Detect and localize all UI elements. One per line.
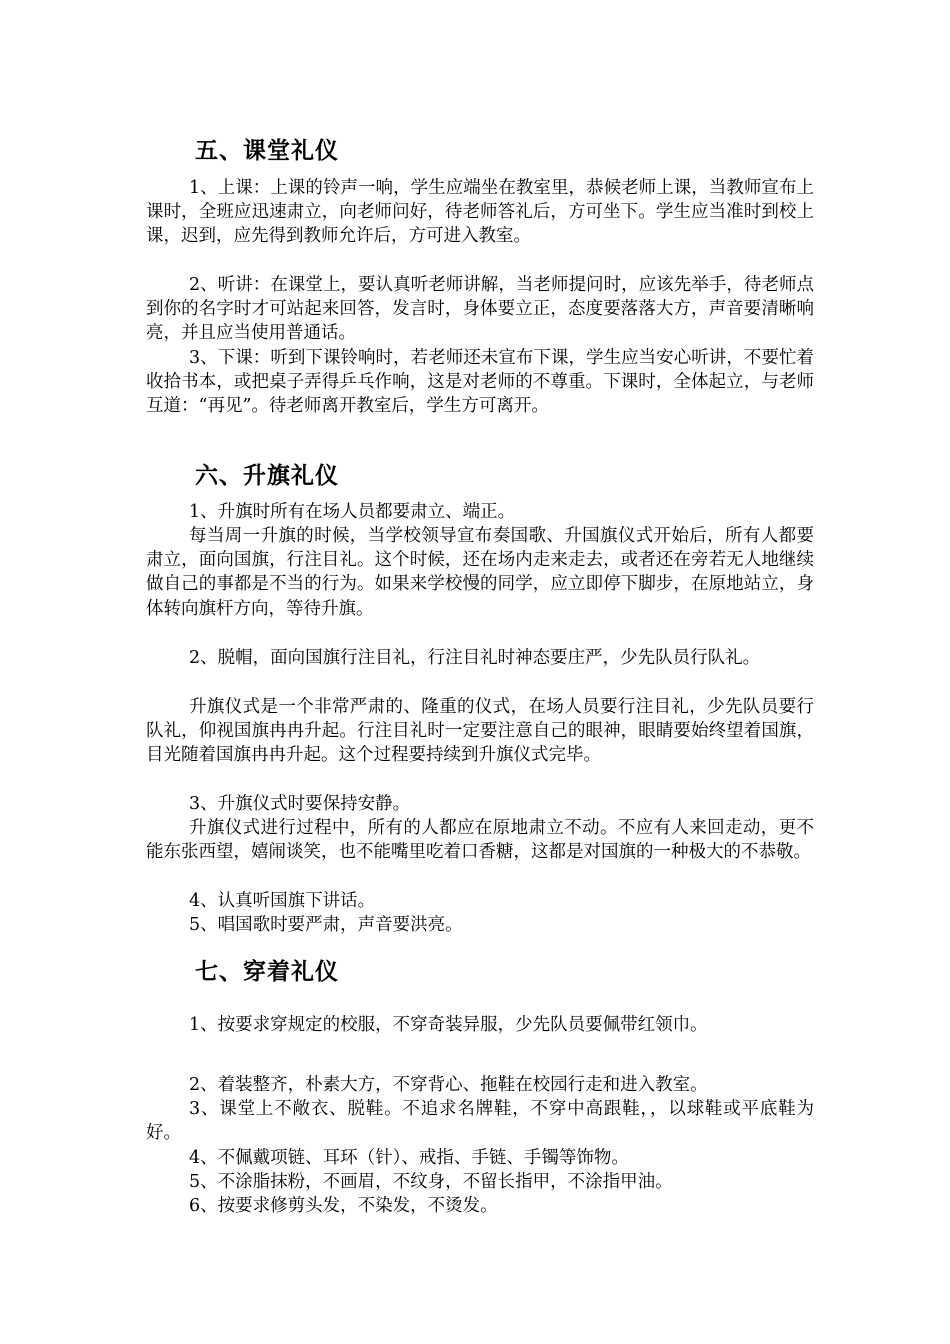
dress-paragraph-6: 6、按要求修剪头发，不染发，不烫发。: [189, 1196, 498, 1216]
dress-paragraph-2: 2、着装整齐，朴素大方，不穿背心、拖鞋在校园行走和进入教室。: [189, 1075, 708, 1095]
dress-paragraph-4: 4、不佩戴项链、耳环（针）、戒指、手链、手镯等饰物。: [189, 1148, 629, 1168]
flag-paragraph-2: 每当周一升旗的时候，当学校领导宣布奏国歌、升国旗仪式开始后，所有人都要肃立，面向国旗，行注目礼。这个时候，还在场内走来走去，或者还在旁若无人地继续做自己的事都是不当的行为。如果来学校慢的同学，应立即停下脚步，在原地站立，身体转向旗杆方向，等待升旗。: [146, 526, 814, 619]
flag-paragraph-1: 1、升旗时所有在场人员都要肃立、端正。: [189, 502, 516, 522]
section-heading-classroom: 五、课堂礼仪: [195, 138, 339, 164]
dress-paragraph-5: 5、不涂脂抹粉，不画眉，不纹身，不留长指甲，不涂指甲油。: [189, 1172, 673, 1192]
dress-paragraph-1: 1、按要求穿规定的校服，不穿奇装异服，少先队员要佩带红领巾。: [189, 1015, 708, 1035]
classroom-paragraph-2: 2、听讲：在课堂上，要认真听老师讲解，当老师提问时，应该先举手，待老师点到你的名字时才可站起来回答，发言时，身体要立正，态度要落落大方，声音要清晰响亮，并且应当使用普通话。: [146, 275, 814, 344]
flag-paragraph-7: 4、认真听国旗下讲话。: [189, 891, 376, 911]
flag-paragraph-5: 3、升旗仪式时要保持安静。: [189, 794, 411, 814]
classroom-paragraph-3: 3、下课：听到下课铃响时，若老师还未宣布下课，学生应当安心听讲，不要忙着收拾书本，或把桌子弄得乒乓作响，这是对老师的不尊重。下课时，全体起立，与老师互道：“再见”。待老师离开教室后，学生方可离开。: [146, 348, 814, 417]
flag-paragraph-4: 升旗仪式是一个非常严肃的、隆重的仪式，在场人员要行注目礼，少先队员要行队礼，仰视国旗冉冉升起。行注目礼时一定要注意自己的眼神，眼睛要始终望着国旗，目光随着国旗冉冉升起。这个过程要持续到升旗仪式完毕。: [146, 697, 814, 766]
flag-paragraph-3: 2、脱帽，面向国旗行注目礼，行注目礼时神态要庄严，少先队员行队礼。: [189, 648, 761, 668]
classroom-paragraph-1: 1、上课：上课的铃声一响，学生应端坐在教室里，恭候老师上课，当教师宣布上课时，全班应迅速肃立，向老师问好，待老师答礼后，方可坐下。学生应当准时到校上课，迟到，应先得到教师允许后，方可进入教室。: [146, 178, 814, 247]
flag-paragraph-8: 5、唱国歌时要严肃，声音要洪亮。: [189, 915, 463, 935]
section-heading-dress: 七、穿着礼仪: [195, 959, 339, 985]
flag-paragraph-6: 升旗仪式进行过程中，所有的人都应在原地肃立不动。不应有人来回走动，更不能东张西望，嬉闹谈笑，也不能嘴里吃着口香糖，这都是对国旗的一种极大的不恭敬。: [146, 818, 814, 863]
dress-paragraph-3: 3、课堂上不敞衣、脱鞋。不追求名牌鞋，不穿中高跟鞋，，以球鞋或平底鞋为好。: [146, 1099, 814, 1144]
section-heading-flag: 六、升旗礼仪: [195, 463, 339, 489]
